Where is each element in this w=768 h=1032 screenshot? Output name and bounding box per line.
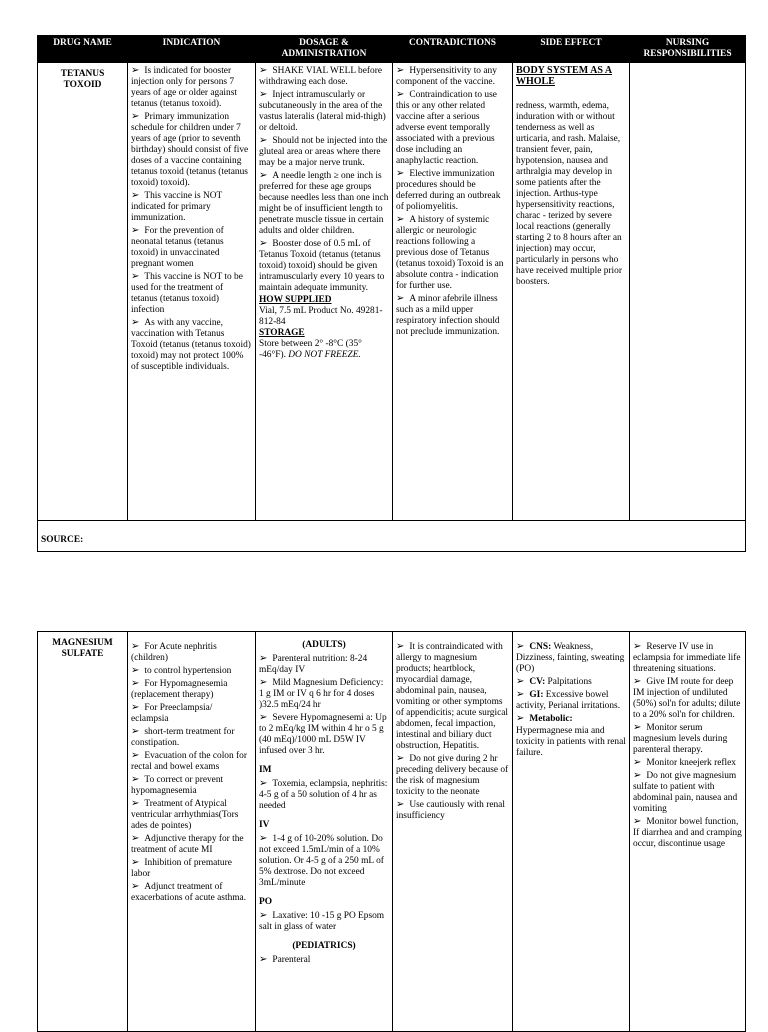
list-item: ➢ A needle length ≥ one inch is preferred for these age groups because needles less than one inch might be of insufficient length to penetrate muscle tissue in certain adults and older children. xyxy=(259,170,389,237)
source-label: SOURCE: xyxy=(38,521,746,552)
list-item: ➢ To correct or prevent hypomagnesemia xyxy=(131,774,252,797)
indication-cell xyxy=(128,632,256,1032)
list-item: ➢ Booster dose of 0.5 mL of Tetanus Toxoid (tetanus (tetanus toxoid) toxoid) should be given intramuscularly every 10 years to maintain adequate immunity. xyxy=(259,238,389,294)
list-item: ➢ Parenteral nutrition: 8-24 mEq/day IV xyxy=(259,653,389,676)
pediatrics-label: (PEDIATRICS) xyxy=(292,941,356,951)
cv-label: CV: xyxy=(529,677,546,687)
side-effect-cell xyxy=(513,632,630,1032)
nursing-cell xyxy=(630,632,746,1032)
iv-label: IV xyxy=(259,820,270,830)
list-item xyxy=(516,641,626,675)
side-effect-cell xyxy=(513,63,630,521)
table-header-row xyxy=(38,36,746,63)
list-item: ➢ Monitor bowel function, If diarrhea and and cramping occur, discontinue usage xyxy=(633,816,742,850)
cv-text: Palpitations xyxy=(545,677,592,687)
header-nursing: NURSING RESPONSIBILITIES xyxy=(630,36,746,63)
drug-name: TETANUS TOXOID xyxy=(38,63,128,521)
list-item xyxy=(516,713,626,725)
storage-range: Store between 2° -8°C (35° -46°F). xyxy=(259,339,362,360)
list-item: ➢ A minor afebrile illness such as a mild upper respiratory infection should not preclude immunization. xyxy=(396,293,509,338)
gi-label: GI: xyxy=(529,690,544,700)
list-item: ➢ This vaccine is NOT to be used for the treatment of tetanus (tetanus toxoid) infection xyxy=(131,271,252,316)
drug-name: MAGNESIUM SULFATE xyxy=(38,632,128,1032)
list-item: ➢ 1-4 g of 10-20% solution. Do not exceed 1.5mL/min of a 10% solution. Or 4-5 g of a 250 mL of 5% dextrose. Do not exceed 3mL/minute xyxy=(259,833,389,889)
contraindications-cell xyxy=(393,632,513,1032)
side-effect-heading: BODY SYSTEM AS A WHOLE xyxy=(516,65,613,87)
dosage-cell xyxy=(256,632,393,1032)
table-row xyxy=(38,632,746,1032)
list-item: ➢ Monitor kneejerk reflex xyxy=(633,757,742,769)
header-drug-name: DRUG NAME xyxy=(38,36,128,63)
list-item: ➢ This vaccine is NOT indicated for primary immunization. xyxy=(131,190,252,224)
list-item: ➢ For Hypomagnesemia (replacement therapy) xyxy=(131,678,252,701)
list-item xyxy=(516,676,626,688)
list-item: ➢ Monitor serum magnesium levels during parenteral therapy. xyxy=(633,722,742,756)
list-item: ➢ Use cautiously with renal insufficiency xyxy=(396,799,509,822)
header-dosage: DOSAGE & ADMINISTRATION xyxy=(256,36,393,63)
table-row xyxy=(38,63,746,521)
list-item: ➢ Do not give magnesium sulfate to patient with abdominal pain, nausea and vomiting xyxy=(633,770,742,815)
list-item: ➢ As with any vaccine, vaccination with Tetanus Toxoid (tetanus (tetanus toxoid) toxoid) may not protect 100% of susceptible individuals. xyxy=(131,317,252,373)
list-item: ➢ to control hypertension xyxy=(131,665,252,677)
list-item: ➢ For the prevention of neonatal tetanus (tetanus toxoid) in unvaccinated pregnant women xyxy=(131,225,252,270)
list-item: ➢ Reserve IV use in eclampsia for immediate life threatening situations. xyxy=(633,641,742,675)
list-item: ➢ short-term treatment for constipation. xyxy=(131,726,252,749)
tetanus-toxoid-table xyxy=(37,35,746,552)
list-item: ➢ Adjunctive therapy for the treatment of acute MI xyxy=(131,833,252,856)
dosage-cell xyxy=(256,63,393,521)
storage-label: STORAGE xyxy=(259,328,305,338)
cns-label: CNS: xyxy=(529,642,552,652)
list-item: ➢ Adjunct treatment of exacerbations of acute asthma. xyxy=(131,881,252,904)
list-item: ➢ Is indicated for booster injection only for persons 7 years of age or older against tetanus (tetanus toxoid). xyxy=(131,65,252,110)
list-item: ➢ Hypersensitivity to any component of the vaccine. xyxy=(396,65,509,88)
list-item: ➢ Elective immunization procedures should be deferred during an outbreak of poliomyelitis. xyxy=(396,168,509,213)
list-item: ➢ Contraindication to use this or any other related vaccine after a serious adverse event temporally associated with a previous dose including an anaphylactic reaction. xyxy=(396,89,509,167)
list-item: ➢ Mild Magnesium Deficiency: 1 g IM or IV q 6 hr for 4 doses )32.5 mEq/24 hr xyxy=(259,677,389,711)
list-item: ➢ A history of systemic allergic or neurologic reactions following a previous dose of Tetanus (tetanus toxoid) Toxoid is an absolute contra - indication for further use. xyxy=(396,214,509,292)
list-item: ➢ Laxative: 10 -15 g PO Epsom salt in glass of water xyxy=(259,910,389,933)
list-item: ➢ Do not give during 2 hr preceding delivery because of the risk of magnesium toxicity to the neonate xyxy=(396,753,509,798)
cns-text: Weakness, Dizziness, fainting, sweating (PO) xyxy=(516,642,625,674)
header-contradictions: CONTRADICTIONS xyxy=(393,36,513,63)
metabolic-label: Metabolic: xyxy=(529,714,573,724)
magnesium-sulfate-table xyxy=(37,631,746,1032)
list-item: ➢ Inject intramuscularly or subcutaneously in the area of the vastus lateralis (lateral mid-thigh) or deltoid. xyxy=(259,89,389,134)
header-indication: INDICATION xyxy=(128,36,256,63)
nursing-cell xyxy=(630,63,746,521)
header-side-effect: SIDE EFFECT xyxy=(513,36,630,63)
adults-label: (ADULTS) xyxy=(302,640,346,650)
contraindications-cell xyxy=(393,63,513,521)
list-item xyxy=(516,689,626,712)
storage-text xyxy=(259,339,389,361)
metabolic-text: Hypermagnese mia and toxicity in patients with renal failure. xyxy=(516,726,626,758)
list-item: ➢ Severe Hypomagnesemi a: Up to 2 mEq/kg IM within 4 hr o 5 g (40 mEq)/1000 mL D5W IV infused over 3 hr. xyxy=(259,712,389,757)
list-item: ➢ For Preeclampsia/ eclampsia xyxy=(131,702,252,725)
po-label: PO xyxy=(259,897,273,907)
im-label: IM xyxy=(259,765,272,775)
how-supplied-text: Vial, 7.5 mL Product No. 49281-812-84 xyxy=(259,306,383,327)
how-supplied-label: HOW SUPPLIED xyxy=(259,295,332,305)
list-item: ➢ For Acute nephritis (children) xyxy=(131,641,252,664)
list-item: ➢ Inhibition of premature labor xyxy=(131,857,252,880)
indication-cell xyxy=(128,63,256,521)
list-item: ➢ Should not be injected into the gluteal area or areas where there may be a major nerve trunk. xyxy=(259,135,389,169)
list-item: ➢ Parenteral xyxy=(259,954,389,966)
list-item: ➢ Evacuation of the colon for rectal and bowel exams xyxy=(131,750,252,773)
list-item: ➢ It is contraindicated with allergy to magnesium products; heartblock, myocardial damage, abdominal pain, nausea, vomiting or other symptoms of appendicitis; acute surgical abdomen, fecal impaction, intestinal and biliary duct obstruction, Hepatitis. xyxy=(396,641,509,752)
list-item: ➢ Primary immunization schedule for children under 7 years of age (prior to seventh birthday) should consist of five doses of a vaccine containing tetanus toxoid (tetanus (tetanus toxoid) toxoid). xyxy=(131,111,252,189)
list-item: ➢ Treatment of Atypical ventricular arrhythmias(Tors ades de pointes) xyxy=(131,798,252,832)
storage-warning: DO NOT FREEZE. xyxy=(288,350,361,360)
source-row xyxy=(38,521,746,552)
list-item: ➢ Toxemia, eclampsia, nephritis: 4-5 g of a 50 solution of 4 hr as needed xyxy=(259,778,389,812)
list-item: ➢ SHAKE VIAL WELL before withdrawing each dose. xyxy=(259,65,389,88)
gi-text: Excessive bowel activity, Perianal irritations. xyxy=(516,690,621,711)
list-item: ➢ Give IM route for deep IM injection of undiluted (50%) sol'n for adults; dilute to a 20% sol'n for children. xyxy=(633,676,742,721)
side-effect-text: redness, warmth, edema, induration with or without tenderness as well as urticaria, and rash. Malaise, transient fever, pain, hypotension, nausea and arthralgia may develop in some patients after the injection. Arthus-type hypersensitivity reactions, charac - terized by severe local reactions (generally starting 2 to 8 hours after an injection) may occur, particularly in persons who have received multiple prior boosters. xyxy=(516,101,622,287)
